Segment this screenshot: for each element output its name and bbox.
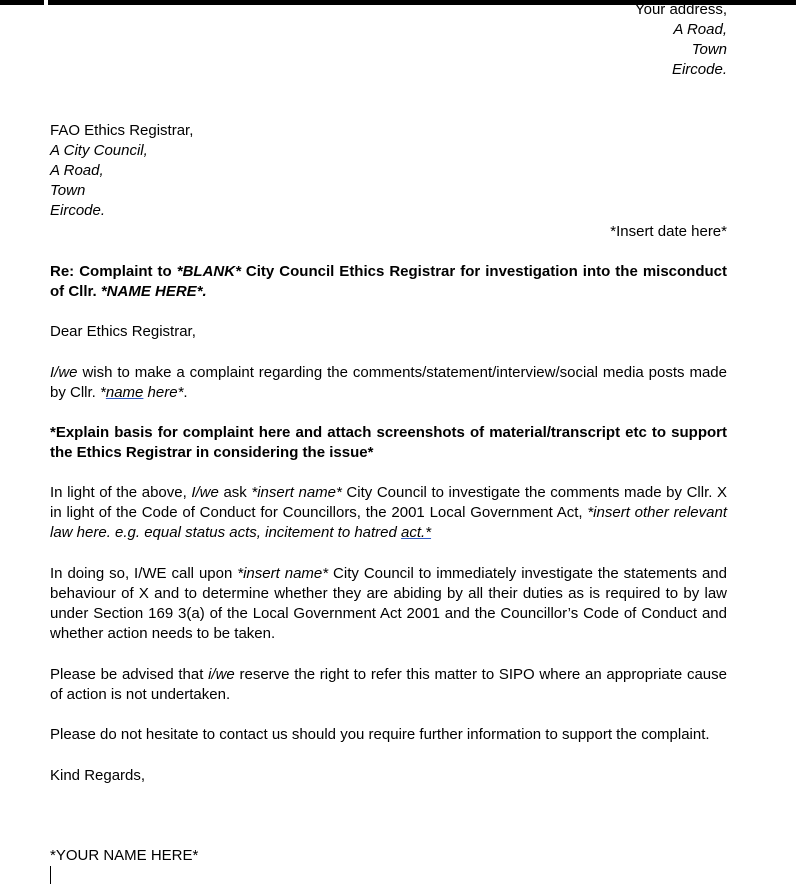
paragraph-placeholder: *insert name* [237,565,329,582]
paragraph-placeholder: * [100,384,106,401]
subject-line [50,262,727,302]
paragraph-text: ask [218,484,252,501]
subject-placeholder: *NAME HERE*. [100,283,207,300]
paragraph-request [50,483,727,543]
paragraph-placeholder: here* [143,384,184,401]
date-line: *Insert date here* [610,223,727,240]
recipient-line: Town [50,182,86,199]
paragraph-text: . [183,384,188,401]
recipient-line: A City Council, [50,142,148,159]
paragraph-text: City Council to investigate the comments made by Cllr. X in light of the Code of Conduct for Councillors, the 2001 Local Government Act, [50,484,727,521]
paragraph-placeholder: *insert other relevant law here. e.g. equal status acts, incitement to hatred [50,504,727,541]
sender-address-line: A Road, [673,21,727,38]
paragraph-placeholder: *insert name* [251,484,342,501]
sender-address [50,0,727,80]
recipient-line: A Road, [50,162,104,179]
paragraph-text: City Council to immediately investigate the statements and behaviour of X and to determine whether they are abiding by all their duties as is required to by law under Section 169 3(a) of the Local Government Act 2001 and the Councillor’s Code of Conduct and whether action needs to be taken. [50,565,727,642]
paragraph-placeholder: name [105,384,144,401]
subject-text: Re: Complaint to [50,263,177,280]
salutation: Dear Ethics Registrar, [50,323,196,340]
paragraph-placeholder: act.* [401,524,432,541]
sender-address-line: Eircode. [671,61,727,78]
text-cursor [50,866,51,884]
ruler-marker [44,0,48,5]
subject-placeholder: *BLANK* [176,263,241,280]
sender-address-line: Your address, [634,1,727,18]
paragraph-text: Please be advised that [50,666,209,683]
paragraph-text: I/we [50,364,78,381]
paragraph-text: wish to make a complaint regarding the comments/statement/interview/social media posts made by Cllr. [50,364,727,401]
paragraph-text: In light of the above, [50,484,192,501]
paragraph-sipo [50,665,727,705]
paragraph-call-upon [50,564,727,644]
closing: Kind Regards, [50,767,146,784]
paragraph-text: reserve the right to refer this matter to SIPO where an appropriate cause of action is not undertaken. [50,666,727,703]
signature-placeholder: *YOUR NAME HERE* [50,847,199,864]
paragraph-text: I/we [191,484,219,501]
recipient-line: FAO Ethics Registrar, [50,122,194,139]
paragraph-explain: *Explain basis for complaint here and attach screenshots of material/transcript etc to support the Ethics Registrar in considering the issue* [50,424,727,461]
recipient-address [50,121,727,221]
paragraph-complaint [50,363,727,403]
paragraph-text: In doing so, I/WE call upon [50,565,238,582]
recipient-line: Eircode. [50,202,106,219]
sender-address-line: Town [691,41,727,58]
subject-text: City Council Ethics Registrar for investigation into the misconduct of Cllr. [50,263,727,300]
paragraph-text: i/we [208,666,235,683]
paragraph-contact: Please do not hesitate to contact us should you require further information to support the complaint. [50,726,710,743]
